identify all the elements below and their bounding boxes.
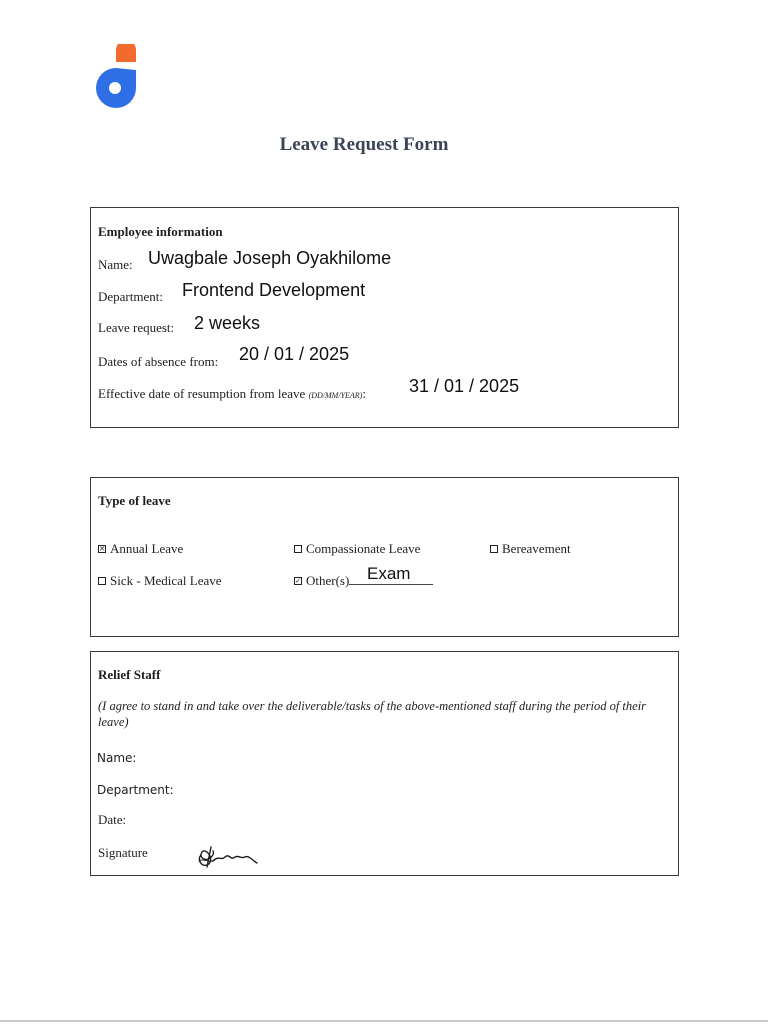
- relief-staff-heading: Relief Staff: [98, 667, 161, 682]
- bereavement-option[interactable]: Bereavement: [490, 541, 571, 557]
- date-format-hint: (DD/MM/YEAR): [308, 391, 363, 400]
- sick-medical-leave-option[interactable]: Sick - Medical Leave: [98, 573, 222, 589]
- employee-information-section: [90, 207, 679, 428]
- others-option[interactable]: ✓ Other(s): [294, 573, 433, 589]
- relief-staff-section: [90, 651, 679, 876]
- logo-orange-shape: [116, 44, 136, 62]
- company-logo: [88, 44, 138, 110]
- leave-request-label: Leave request:: [98, 320, 175, 335]
- bereavement-checkbox[interactable]: [490, 545, 498, 553]
- relief-date-label: Date:: [98, 812, 127, 827]
- department-field[interactable]: Frontend Development: [182, 280, 366, 300]
- department-label: Department:: [98, 289, 163, 304]
- resumption-date-field[interactable]: 31 / 01 / 2025: [409, 376, 520, 396]
- name-label: Name:: [98, 257, 133, 272]
- absence-from-field[interactable]: 20 / 01 / 2025: [239, 344, 350, 364]
- others-field[interactable]: Exam: [367, 564, 411, 583]
- relief-staff-agreement-note: (I agree to stand in and take over the deliverable/tasks of the above-mentioned staff during the period of their leave): [98, 699, 647, 729]
- leave-request-field[interactable]: 2 weeks: [194, 313, 261, 333]
- relief-department-label: Department:: [97, 783, 174, 797]
- resumption-label: Effective date of resumption from leave (DD/MM/YEAR):: [98, 386, 366, 401]
- type-of-leave-heading: Type of leave: [98, 493, 171, 508]
- handwritten-signature: [195, 845, 261, 871]
- annual-leave-checkbox[interactable]: [98, 545, 106, 553]
- form-title: Leave Request Form: [279, 134, 449, 155]
- sick-medical-leave-checkbox[interactable]: [98, 577, 106, 585]
- absence-from-label: Dates of absence from:: [98, 354, 219, 369]
- employee-information-heading: Employee information: [98, 224, 223, 239]
- compassionate-leave-checkbox[interactable]: [294, 545, 302, 553]
- name-field[interactable]: Uwagbale Joseph Oyakhilome: [148, 248, 392, 268]
- relief-name-label: Name:: [97, 751, 137, 765]
- type-of-leave-section: [90, 477, 679, 637]
- annual-leave-option[interactable]: ✕Annual Leave: [98, 541, 183, 557]
- relief-signature-label: Signature: [98, 845, 148, 860]
- logo-blue-hole: [109, 82, 121, 94]
- page-bottom-divider: [0, 1020, 768, 1022]
- others-checkbox[interactable]: [294, 577, 302, 585]
- compassionate-leave-option[interactable]: Compassionate Leave: [294, 541, 420, 557]
